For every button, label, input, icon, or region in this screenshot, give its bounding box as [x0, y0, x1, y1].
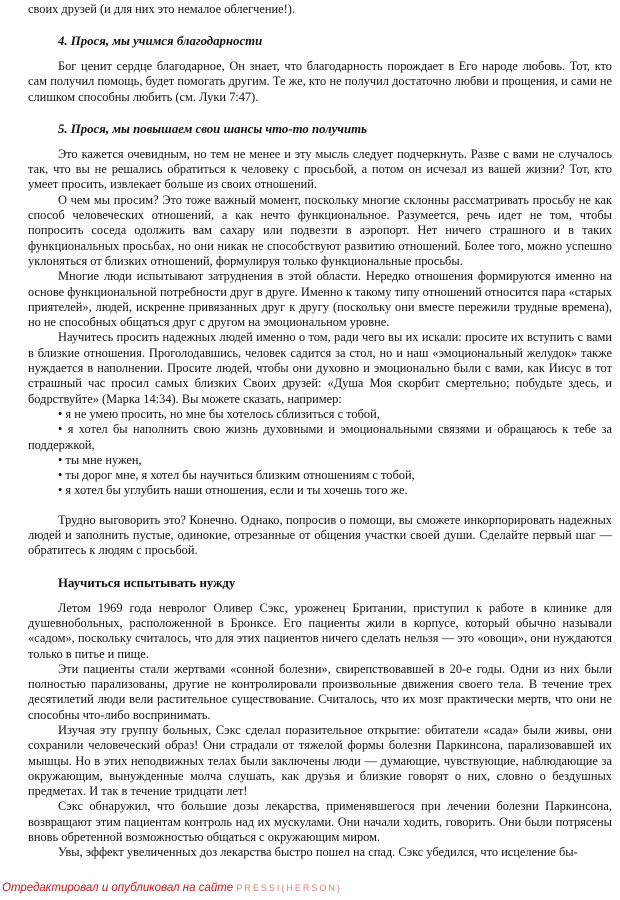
section-need-paragraph: Эти пациенты стали жертвами «сонной болезни», свирепствовавшей в 20-е годы. Одни из них были полностью парализованы, другие не контролировали произвольные движения своего тела. В течение трех десятилетий люди вели растительное существование. Считалось, что их мозг практически мертв, что они не способны что-либо воспринимать.: [28, 661, 612, 722]
footer-text: Отредактировал и опубликовал на сайте: [2, 882, 234, 894]
list-item: • я хотел бы наполнить свою жизнь духовными и эмоциональными связями и обращаюсь к тебе за поддержкой,: [28, 422, 612, 452]
request-examples-list: [28, 407, 612, 499]
list-item: • я хотел бы углубить наши отношения, если и ты хочешь того же.: [58, 483, 408, 498]
section-5-paragraph: О чем мы просим? Это тоже важный момент, поскольку многие склонны рассматривать просьбу не как способ человеческих отношений, а как нечто функциональное. Разумеется, речь идет не том, чтобы попросить соседа одолжить вам сахару или подвезти в аэропорт. Нет ничего страшного и в таких функциональных просьбах, но они никак не способствуют развитию отношений. Более того, можно успешно уклоняться от близких отношений, формулируя только функциональные просьбы.: [28, 192, 612, 268]
section-need-paragraph: Изучая эту группу больных, Сэкс сделал поразительное открытие: обитатели «сада» были живы, они сохранили человеческий образ! Они страдали от тяжелой формы болезни Паркинсона, парализовавшей их мышцы. Но в этих неподвижных телах были заключены люди — думающие, чувствующие, наблюдающие за окружающим, вынужденные молча слушать, как друзья и близкие говорят о них, словно о бездушных предметах. И так в течение тридцати лет!: [28, 722, 612, 799]
section-5-paragraph: Многие люди испытывают затруднения в этой области. Нередко отношения формируются именно на основе функциональной потребности друг в друге. Именно к такому типу отношений относится пара «старых приятелей», людей, искренне привязанных друг к другу (поскольку они вместе пережили трудные времена), но не способных общаться друг с другом на эмоциональном уровне.: [28, 269, 612, 330]
section-5-paragraph: Научитесь просить надежных людей именно о том, ради чего вы их искали: просите их вступить с вами в близкие отношения. Проголодавшись, человек садится за стол, но и наш «эмоциональный желудок» также нуждается в наполнении. Просите людей, чтобы они духовно и эмоционально были с вами, как Иисус в тот страшный час просил самых близких Своих друзей: «Душа Моя скорбит смертельно; побудьте здесь, и бодрствуйте» (Марка 14:34). Вы можете сказать, например:: [28, 330, 612, 406]
section-5-heading: 5. Прося, мы повышаем свои шансы что-то получить: [58, 121, 367, 136]
section-4-heading: 4. Прося, мы учимся благодарности: [58, 34, 263, 48]
section-5-paragraph: Это кажется очевидным, но тем не менее и эту мысль следует подчеркнуть. Разве с вами не случалось так, что вы не решались обратиться к человеку с просьбой, а потом он исчезал из вашей жизни? Тот, кто умеет просить, извлекает больше из своих отношений.: [28, 146, 612, 192]
section-need-paragraph: Сэкс обнаружил, что большие дозы лекарства, применявшегося при лечении болезни Паркинсона, возвращают этим пациентам контроль над их мускулами. Они начали ходить, говорить. Они были потрясены вновь обретенной возможностью общаться с окружающим миром.: [28, 799, 612, 845]
section-5-closing: Трудно выговорить это? Конечно. Однако, попросив о помощи, вы сможете инкорпорировать надежных людей и заполнить пустые, одинокие, отрезанные от общения участки своей души. Сделайте первый шаг — обратитесь к людям с просьбой.: [28, 512, 612, 558]
intro-line: своих друзей (и для них это немалое облегчение!).: [28, 2, 296, 16]
list-item: • ты мне нужен,: [58, 452, 142, 467]
list-item: • я не умею просить, но мне бы хотелось сблизиться с тобой,: [58, 406, 380, 421]
footer-brand-link[interactable]: PRESSI(HERSON): [236, 883, 342, 893]
section-need-paragraph: Увы, эффект увеличенных доз лекарства быстро пошел на спад. Сэкс убедился, что исцеление бы-: [58, 845, 578, 860]
list-item: • ты дорог мне, я хотел бы научиться близким отношениям с тобой,: [58, 468, 415, 483]
section-need-heading: Научиться испытывать нужду: [58, 575, 236, 590]
section-need-paragraph: Летом 1969 года невролог Оливер Сэкс, уроженец Британии, приступил к работе в клинике для душевнобольных, расположенной в Бронксе. Его пациенты жили в корпусе, который обычно называли «садом», поскольку считалось, что для этих пациентов ничего сделать нельзя — это «овощи», они нуждаются только в питье и пище.: [28, 600, 612, 661]
section-4-paragraph: Бог ценит сердце благодарное, Он знает, что благодарность порождает в Его народе любовь. Тот, кто сам получил помощь, будет помогать другим. Те же, кто не получил достаточно любви и прощения, и сами не слишком способны любить (см. Луки 7:47).: [28, 59, 612, 104]
footer-credit: [2, 882, 342, 894]
